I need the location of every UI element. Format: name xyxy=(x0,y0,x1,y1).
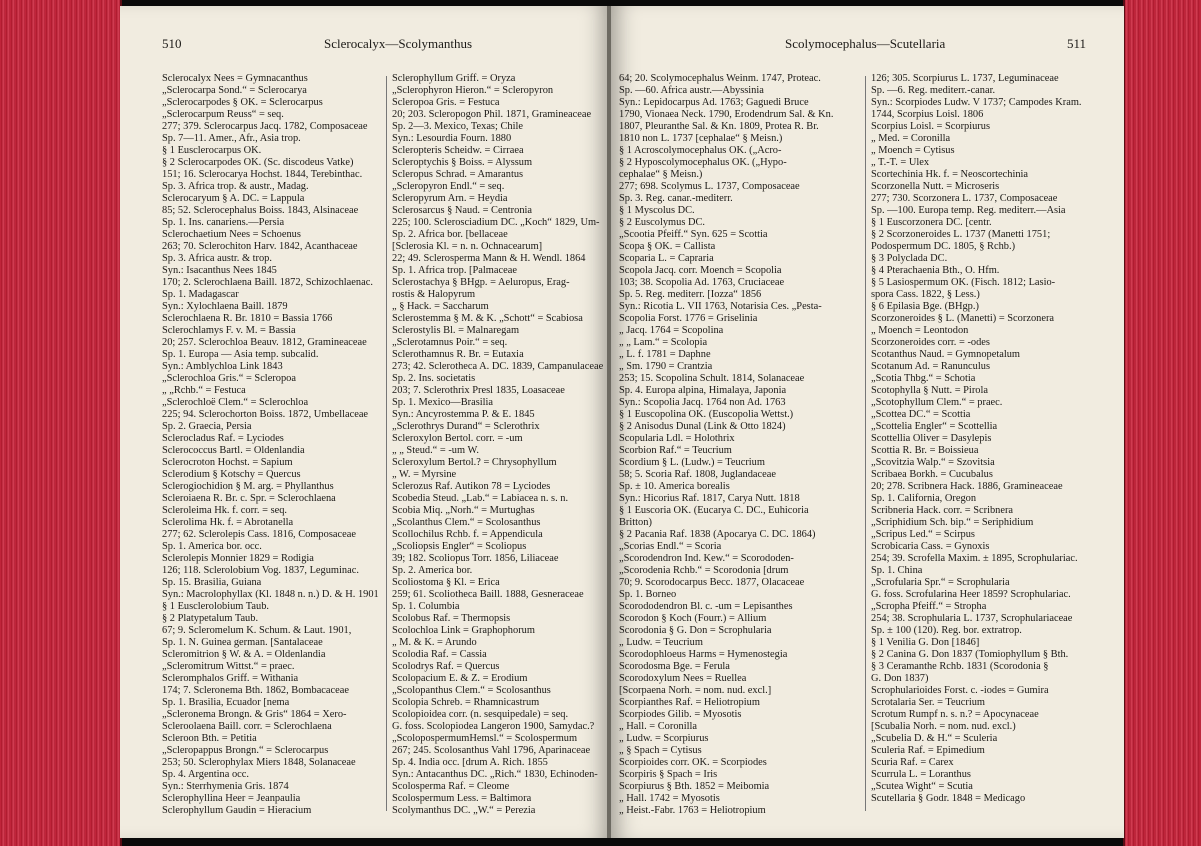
left-page-number: 510 xyxy=(162,36,182,51)
entry-line: Sp. 1. Madagascar xyxy=(162,289,239,300)
entry-line: Sp. 1. Borneo xyxy=(619,589,677,600)
entry-line: Syn.: Antacanthus DC. „Rich.“ 1830, Echinoden- xyxy=(392,769,598,780)
entry-line: 1810 non L. 1737 [cephalae“ § Meisn.) xyxy=(619,133,783,144)
entry-line: Scleroxylon Bertol. corr. = -um xyxy=(392,433,523,444)
entry-line: 259; 61. Scoliotheca Baill. 1888, Gesneraceae xyxy=(392,589,584,600)
entry-line: Sp. 7—11. Amer., Afr., Asia trop. xyxy=(162,133,301,144)
entry-line: Sp. ± 100 (120). Reg. bor. extratrop. xyxy=(871,625,1022,636)
entry-line: 267; 245. Scolosanthus Vahl 1796, Aparinaceae xyxy=(392,745,591,756)
entry-line: „ T.-T. = Ulex xyxy=(871,157,930,168)
entry-line: Scleropyrum Arn. = Heydia xyxy=(392,193,508,204)
entry-line: Sp. —6. Reg. mediterr.-canar. xyxy=(871,85,996,96)
entry-line: „Scootia Pfeiff.“ Syn. 625 = Scottia xyxy=(619,229,768,240)
entry-line: „Scleronema Brongn. & Gris“ 1864 = Xero- xyxy=(162,709,347,720)
entry-line: „Scotophyllum Clem.“ = praec. xyxy=(871,397,1003,408)
entry-line: Sp. ± 10. America borealis xyxy=(619,481,730,492)
entry-line: „ „ Lam.“ = Scolopia xyxy=(619,337,708,348)
entry-line: Scorpiodes Gilib. = Myosotis xyxy=(619,709,742,720)
entry-line: 277; 62. Sclerolepis Cass. 1816, Composaceae xyxy=(162,529,356,540)
entry-line: Sclerocladus Raf. = Lyciodes xyxy=(162,433,284,444)
entry-line: Sp. 2. Graecia, Persia xyxy=(162,421,252,432)
entry-line: Sp. 4. Argentina occ. xyxy=(162,769,249,780)
entry-line: rostis & Halopyrum xyxy=(392,289,476,300)
entry-line: „Sclerochloë Clem.“ = Sclerochloa xyxy=(162,397,309,408)
entry-line: § 1 Euscorzonera DC. [centr. xyxy=(871,217,992,228)
entry-line: Scolymanthus DC. „W.“ = Perezia xyxy=(392,805,536,816)
entry-line: Syn.: Lesourdia Fourn. 1880 xyxy=(392,133,512,144)
entry-line: „Scorodendron Ind. Kew.“ = Scorododen- xyxy=(619,553,794,564)
entry-line: Scutellaria § Godr. 1848 = Medicago xyxy=(871,793,1026,804)
left-page xyxy=(120,6,609,838)
entry-line: Sp. 1. Africa trop. [Palmaceae xyxy=(392,265,517,276)
entry-line: Sp. 3. Africa austr. & trop. xyxy=(162,253,272,264)
entry-line: G. Don 1837) xyxy=(871,673,929,684)
entry-line: § 2 Platypetalum Taub. xyxy=(162,613,259,624)
entry-line: § 1 Euscopolina OK. (Euscopolia Wettst.) xyxy=(619,409,794,420)
entry-line: Scorpiurus § Bth. 1852 = Meibomia xyxy=(619,781,770,792)
entry-line: [Sclerosia Kl. = n. n. Ochnacearum] xyxy=(392,241,543,252)
entry-line: „ Ludw. = Teucrium xyxy=(619,637,703,648)
entry-line: § 1 Acroscolymocephalus OK. („Acro- xyxy=(619,145,782,156)
entry-line: Scorododendron Bl. c. -um = Lepisanthes xyxy=(619,601,793,612)
entry-line: Scopolia Forst. 1776 = Griselinia xyxy=(619,313,758,324)
entry-line: Sclerochlamys F. v. M. = Bassia xyxy=(162,325,296,336)
entry-line: Scopola Jacq. corr. Moench = Scopolia xyxy=(619,265,782,276)
entry-line: Sclerophyllum Gaudin = Hieracium xyxy=(162,805,312,816)
entry-line: „Scropha Pfeiff.“ = Stropha xyxy=(871,601,987,612)
entry-line: Scrotalaria Ser. = Teucrium xyxy=(871,697,986,708)
entry-line: Sp. 5. Reg. mediterr. [Iozza“ 1856 xyxy=(619,289,762,300)
entry-line: Syn.: Hicorius Raf. 1817, Carya Nutt. 1818 xyxy=(619,493,800,504)
entry-line: Scleroleima Hk. f. corr. = seq. xyxy=(162,505,288,516)
entry-line: Sp. 1. N. Guinea german. [Santalaceae xyxy=(162,637,323,648)
entry-line: Scleroolaena Baill. corr. = Sclerochlaena xyxy=(162,721,332,732)
entry-line: Scotophylla § Nutt. = Pirola xyxy=(871,385,988,396)
book-edge-right xyxy=(1123,0,1201,846)
entry-line: 20; 278. Scribnera Hack. 1886, Gramineaceae xyxy=(871,481,1063,492)
entry-line: § 5 Lasiospermum OK. (Fisch. 1812; Lasio- xyxy=(871,277,1056,288)
entry-line: Sclerolepis Monnier 1829 = Rodigia xyxy=(162,553,314,564)
entry-line: „Sclerotamnus Poir.“ = seq. xyxy=(392,337,508,348)
entry-line: § 2 Euscolymus DC. xyxy=(619,217,706,228)
right-column-2 xyxy=(871,73,1121,805)
entry-line: „ § Hack. = Saccharum xyxy=(392,301,489,312)
entry-line: Scottellia Oliver = Dasylepis xyxy=(871,433,992,444)
entry-line: 253; 50. Sclerophylax Miers 1848, Solanaceae xyxy=(162,757,356,768)
entry-line: Scorpianthes Raf. = Heliotropium xyxy=(619,697,760,708)
entry-line: § 2 Sclerocarpodes OK. (Sc. discodeus Vatke) xyxy=(162,157,354,168)
entry-line: Sclerochlaena R. Br. 1810 = Bassia 1766 xyxy=(162,313,333,324)
entry-line: Sp. 1. Mexico—Brasilia xyxy=(392,397,494,408)
entry-line: Sclerostachya § BHgp. = Aeluropus, Erag- xyxy=(392,277,570,288)
entry-line: 253; 15. Scopolina Schult. 1814, Solanaceae xyxy=(619,373,805,384)
entry-line: Scorbion Raf.“ = Teucrium xyxy=(619,445,732,456)
right-running-header: Scolymocephalus—Scutellaria xyxy=(785,36,946,51)
entry-line: Sp. 4. India occ. [drum A. Rich. 1855 xyxy=(392,757,548,768)
entry-line: Sp. 1. Columbia xyxy=(392,601,460,612)
entry-line: „Scottea DC.“ = Scottia xyxy=(871,409,971,420)
entry-line: Sp. 2. Africa bor. [bellaceae xyxy=(392,229,508,240)
entry-line: § 3 Ceramanthe Rchb. 1831 (Scorodonia § xyxy=(871,661,1049,672)
entry-line: Scurrula L. = Loranthus xyxy=(871,769,971,780)
entry-line: 103; 38. Scopolia Ad. 1763, Cruciaceae xyxy=(619,277,785,288)
entry-line: § 3 Polyclada DC. xyxy=(871,253,948,264)
entry-line: Scotanum Ad. = Ranunculus xyxy=(871,361,990,372)
entry-line: cephalae“ § Meisn.) xyxy=(619,169,703,180)
entry-line: Scrotum Rumpf n. s. n.? = Apocynaceae xyxy=(871,709,1039,720)
entry-line: „Scripus Led.“ = Scirpus xyxy=(871,529,975,540)
entry-line: Scopularia Ldl. = Holothrix xyxy=(619,433,735,444)
entry-line: „ Ludw. = Scorpiurus xyxy=(619,733,709,744)
entry-line: Sclerothamnus R. Br. = Eutaxia xyxy=(392,349,524,360)
entry-line: 64; 20. Scolymocephalus Weinm. 1747, Proteac. xyxy=(619,73,821,84)
entry-line: Syn.: Ancyrostemma P. & E. 1845 xyxy=(392,409,535,420)
entry-line: 67; 9. Scleromelum K. Schum. & Laut. 1901, xyxy=(162,625,352,636)
entry-line: 277; 730. Scorzonera L. 1737, Composaceae xyxy=(871,193,1058,204)
entry-line: „ Moench = Cytisus xyxy=(871,145,955,156)
entry-line: 85; 52. Sclerocephalus Boiss. 1843, Alsinaceae xyxy=(162,205,359,216)
entry-line: Sp. 1. California, Oregon xyxy=(871,493,977,504)
entry-line: 273; 42. Sclerotheca A. DC. 1839, Campanulaceae xyxy=(392,361,604,372)
entry-line: Scorodophloeus Harms = Hymenostegia xyxy=(619,649,788,660)
entry-line: „ Moench = Leontodon xyxy=(871,325,969,336)
entry-line: [Scubalia Norh. = nom. nud. excl.) xyxy=(871,721,1016,732)
entry-line: § 1 Myscolus DC. xyxy=(619,205,695,216)
entry-line: § 6 Epilasia Bge. (BHgp.) xyxy=(871,301,979,312)
entry-line: „Sclerothrys Durand“ = Sclerothrix xyxy=(392,421,540,432)
entry-line: „Scotia Thbg.“ = Schotia xyxy=(871,373,976,384)
entry-line: [Scorpaena Norh. = nom. nud. excl.] xyxy=(619,685,772,696)
entry-line: „ M. & K. = Arundo xyxy=(392,637,477,648)
entry-line: Scopa § OK. = Callista xyxy=(619,241,716,252)
entry-line: Scobia Miq. „Norh.“ = Murtughas xyxy=(392,505,535,516)
entry-line: Scleroxylum Bertol.? = Chrysophyllum xyxy=(392,457,557,468)
entry-line: Scorodon § Koch (Fourr.) = Allium xyxy=(619,613,767,624)
entry-line: Britton) xyxy=(619,517,652,528)
entry-line: „Scorias Endl.“ = Scoria xyxy=(619,541,722,552)
entry-line: Sp. 1. America bor. occ. xyxy=(162,541,262,552)
entry-line: Syn.: Ricotia L. VII 1763, Notarisia Ces. „Pesta- xyxy=(619,301,822,312)
entry-line: Sp. 2. America bor. xyxy=(392,565,473,576)
entry-line: 1807, Pleuranthe Sal. & Kn. 1809, Protea R. Br. xyxy=(619,121,819,132)
entry-line: 70; 9. Scorodocarpus Becc. 1877, Olacaceae xyxy=(619,577,805,588)
entry-line: „Scleromitrum Wittst.“ = praec. xyxy=(162,661,295,672)
entry-line: 225; 94. Sclerochorton Boiss. 1872, Umbellaceae xyxy=(162,409,369,420)
entry-line: Sp. 4. Europa alpina, Himalaya, Japonia xyxy=(619,385,787,396)
entry-line: Scorpius Loisl. = Scorpiurus xyxy=(871,121,991,132)
entry-line: „Sclerocarpodes § OK. = Sclerocarpus xyxy=(162,97,323,108)
entry-line: „ „ Steud.“ = -um W. xyxy=(392,445,479,456)
entry-line: 263; 70. Sclerochiton Harv. 1842, Acanthaceae xyxy=(162,241,358,252)
entry-line: Scorodosma Bge. = Ferula xyxy=(619,661,730,672)
entry-line: Sclerostemma § M. & K. „Schott“ = Scabiosa xyxy=(392,313,583,324)
left-column-2 xyxy=(392,73,606,817)
entry-line: spora Cass. 1822, § Less.) xyxy=(871,289,980,300)
entry-line: 277; 698. Scolymus L. 1737, Composaceae xyxy=(619,181,800,192)
entry-line: Sclerolima Hk. f. = Abrotanella xyxy=(162,517,294,528)
entry-line: Scollochilus Rchb. f. = Appendicula xyxy=(392,529,543,540)
entry-line: Scorodoxylum Nees = Ruellea xyxy=(619,673,747,684)
entry-line: Sclerocaryum § A. DC. = Lappula xyxy=(162,193,305,204)
entry-line: § 2 Anisodus Dunal (Link & Otto 1824) xyxy=(619,421,786,432)
entry-line: 277; 379. Sclerocarpus Jacq. 1782, Composaceae xyxy=(162,121,368,132)
entry-line: „Scrofularia Spr.“ = Scrophularia xyxy=(871,577,1010,588)
left-running-header: Sclerocalyx—Scolymanthus xyxy=(324,36,473,51)
entry-line: Syn.: Isacanthus Nees 1845 xyxy=(162,265,277,276)
entry-line: Scottia R. Br. = Boissieua xyxy=(871,445,979,456)
entry-line: Sclerozus Raf. Autikon 78 = Lyciodes xyxy=(392,481,551,492)
entry-line: 225; 100. Sclerosciadium DC. „Koch“ 1829, Um- xyxy=(392,217,600,228)
entry-line: Sclerosarcus § Naud. = Centronia xyxy=(392,205,533,216)
entry-line: „ScolopospermumHemsl.“ = Scolospermum xyxy=(392,733,578,744)
entry-line: 58; 5. Scoria Raf. 1808, Juglandaceae xyxy=(619,469,776,480)
entry-line: § 1 Eusclerocarpus OK. xyxy=(162,145,262,156)
entry-line: Scorzoneroides § L. (Manetti) = Scorzonera xyxy=(871,313,1055,324)
entry-line: § 1 Venilia G. Don [1846] xyxy=(871,637,980,648)
entry-line: § 2 Hyposcolymocephalus OK. („Hypo- xyxy=(619,157,787,168)
entry-line: § 1 Euscoria OK. (Eucarya C. DC., Euhicoria xyxy=(619,505,809,516)
entry-line: § 2 Scorzoneroides L. 1737 (Manetti 1751; xyxy=(871,229,1051,240)
entry-line: Scolopacium E. & Z. = Erodium xyxy=(392,673,528,684)
entry-line: Scleroon Bth. = Petitia xyxy=(162,733,257,744)
entry-line: „Scoliopsis Engler“ = Scoliopus xyxy=(392,541,527,552)
entry-line: Sclerophyllina Heer = Jeanpaulia xyxy=(162,793,301,804)
entry-line: Scortechinia Hk. f. = Neoscortechinia xyxy=(871,169,1029,180)
entry-line: 126; 118. Sclerolobium Vog. 1837, Leguminac. xyxy=(162,565,359,576)
entry-line: „Scleropyron Endl.“ = seq. xyxy=(392,181,505,192)
entry-line: Syn.: Scopolia Jacq. 1764 non Ad. 1763 xyxy=(619,397,786,408)
entry-line: Sp. 15. Brasilia, Guiana xyxy=(162,577,262,588)
entry-line: Scolobus Raf. = Thermopsis xyxy=(392,613,511,624)
entry-line: „ § Spach = Cytisus xyxy=(619,745,702,756)
entry-line: Syn.: Sterrhymenia Gris. 1874 xyxy=(162,781,289,792)
entry-line: 254; 39. Scrofella Maxim. ± 1895, Scrophulariac. xyxy=(871,553,1078,564)
entry-line: „ L. f. 1781 = Daphne xyxy=(619,349,711,360)
entry-line: Sp. 1. Ins. canariens.—Persia xyxy=(162,217,285,228)
entry-line: 20; 203. Scleropogon Phil. 1871, Gramineaceae xyxy=(392,109,592,120)
entry-line: Podospermum DC. 1805, § Rchb.) xyxy=(871,241,1016,252)
entry-line: Scleroiaena R. Br. c. Spr. = Sclerochlaena xyxy=(162,493,336,504)
entry-line: Syn.: Amblychloa Link 1843 xyxy=(162,361,283,372)
entry-line: Syn.: Scorpiodes Ludw. V 1737; Campodes Kram. xyxy=(871,97,1082,108)
entry-line: 22; 49. Sclerosperma Mann & H. Wendl. 1864 xyxy=(392,253,586,264)
entry-line: Scotanthus Naud. = Gymnopetalum xyxy=(871,349,1021,360)
entry-line: Scolospermum Less. = Baltimora xyxy=(392,793,532,804)
entry-line: Sclerococcus Bartl. = Oldenlandia xyxy=(162,445,305,456)
entry-line: 170; 2. Sclerochlaena Baill. 1872, Schizochlaenac. xyxy=(162,277,373,288)
entry-line: „Scutea Wight“ = Scutia xyxy=(871,781,973,792)
entry-line: „ Hall. = Coronilla xyxy=(619,721,698,732)
entry-line: Scolopioidea corr. (n. sesquipedale) = seq. xyxy=(392,709,569,720)
entry-line: Scordium § L. (Ludw.) = Teucrium xyxy=(619,457,765,468)
entry-line: „Scleropappus Brongn.“ = Sclerocarpus xyxy=(162,745,329,756)
left-column-1 xyxy=(162,73,384,817)
entry-line: Scleromphalos Griff. = Withania xyxy=(162,673,299,684)
entry-line: § 4 Pterachaenia Bth., O. Hfm. xyxy=(871,265,1000,276)
entry-line: § 2 Canina G. Don 1837 (Tomiophyllum § Bth. xyxy=(871,649,1069,660)
entry-line: Scrophularioides Forst. c. -iodes = Gumira xyxy=(871,685,1049,696)
entry-line: „Sclerocarpum Reuss“ = seq. xyxy=(162,109,284,120)
left-column-divider xyxy=(386,76,387,811)
entry-line: 174; 7. Scleronema Bth. 1862, Bombacaceae xyxy=(162,685,349,696)
entry-line: Scorzonella Nutt. = Microseris xyxy=(871,181,1000,192)
entry-line: G. foss. Scolopiodea Langeron 1900, Samydac.? xyxy=(392,721,595,732)
entry-line: Sclerocalyx Nees = Gymnacanthus xyxy=(162,73,308,84)
entry-line: Scoparia L. = Capraria xyxy=(619,253,714,264)
entry-line: Sclerogiochidion § M. arg. = Phyllanthus xyxy=(162,481,334,492)
entry-line: Sclerodium § Kotschy = Quercus xyxy=(162,469,301,480)
entry-line: „Scubelia D. & H.“ = Sculeria xyxy=(871,733,998,744)
entry-line: „Scottelia Engler“ = Scottellia xyxy=(871,421,998,432)
entry-line: Scolopia Schreb. = Rhamnicastrum xyxy=(392,697,540,708)
entry-line: Scribaea Borkh. = Cucubalus xyxy=(871,469,993,480)
entry-line: Scleropus Schrad. = Amarantus xyxy=(392,169,524,180)
entry-line: Syn.: Macrolophyllax (Kl. 1848 n. n.) D. & H. 1901 xyxy=(162,589,379,600)
entry-line: „ „Rchb.“ = Festuca xyxy=(162,385,246,396)
entry-line: „ Sm. 1790 = Crantzia xyxy=(619,361,713,372)
entry-line: „Scorodenia Rchb.“ = Scorodonia [drum xyxy=(619,565,789,576)
right-column-divider xyxy=(865,76,866,811)
entry-line: Scorpiris § Spach = Iris xyxy=(619,769,718,780)
entry-line: „ Jacq. 1764 = Scopolina xyxy=(619,325,724,336)
entry-line: „Sclerocarpa Sond.“ = Sclerocarya xyxy=(162,85,307,96)
entry-line: „ W. = Myrsine xyxy=(392,469,457,480)
entry-line: Sclerochaetium Nees = Schoenus xyxy=(162,229,301,240)
entry-line: Sclerostylis Bl. = Malnaregam xyxy=(392,325,520,336)
entry-line: „Scriphidium Sch. bip.“ = Seriphidium xyxy=(871,517,1034,528)
entry-line: Sp. 1. China xyxy=(871,565,923,576)
entry-line: Scleropteris Scheidw. = Cirraea xyxy=(392,145,524,156)
entry-line: „Sclerochloa Gris.“ = Scleropoa xyxy=(162,373,296,384)
entry-line: Scolochloa Link = Graphophorum xyxy=(392,625,535,636)
entry-line: „Scovitzia Walp.“ = Szovitsia xyxy=(871,457,995,468)
entry-line: G. foss. Scrofularina Heer 1859? Scrophulariac. xyxy=(871,589,1071,600)
entry-line: Sp. 2. Ins. societatis xyxy=(392,373,476,384)
entry-line: Syn.: Xylochlaena Baill. 1879 xyxy=(162,301,288,312)
right-page xyxy=(611,6,1124,838)
entry-line: „Scolanthus Clem.“ = Scolosanthus xyxy=(392,517,541,528)
entry-line: Syn.: Lepidocarpus Ad. 1763; Gaguedi Bruce xyxy=(619,97,809,108)
entry-line: 126; 305. Scorpiurus L. 1737, Leguminaceae xyxy=(871,73,1059,84)
entry-line: Scolodia Raf. = Cassia xyxy=(392,649,487,660)
entry-line: § 2 Pacania Raf. 1838 (Apocarya C. DC. 1864) xyxy=(619,529,816,540)
entry-line: Sp. 1. Europa — Asia temp. subcalid. xyxy=(162,349,319,360)
entry-line: Scrobicaria Cass. = Gynoxis xyxy=(871,541,990,552)
entry-line: § 1 Eusclerolobium Taub. xyxy=(162,601,270,612)
entry-line: Sculeria Raf. = Epimedium xyxy=(871,745,985,756)
entry-line: 1744, Scorpius Loisl. 1806 xyxy=(871,109,984,120)
entry-line: Scribneria Hack. corr. = Scribnera xyxy=(871,505,1014,516)
entry-line: Sclerophyllum Griff. = Oryza xyxy=(392,73,516,84)
entry-line: 151; 16. Sclerocarya Hochst. 1844, Terebinthac. xyxy=(162,169,363,180)
entry-line: Scuria Raf. = Carex xyxy=(871,757,954,768)
entry-line: Sp. —100. Europa temp. Reg. mediterr.—Asia xyxy=(871,205,1066,216)
entry-line: „Sclerophyron Hieron.“ = Scleropyron xyxy=(392,85,554,96)
entry-line: Scleromitrion § W. & A. = Oldenlandia xyxy=(162,649,326,660)
entry-line: „ Hall. 1742 = Myosotis xyxy=(619,793,720,804)
right-column-1 xyxy=(619,73,861,817)
entry-line: 1790, Vionaea Neck. 1790, Erodendrum Sal. & Kn. xyxy=(619,109,834,120)
entry-line: 20; 257. Sclerochloa Beauv. 1812, Gramineaceae xyxy=(162,337,367,348)
entry-line: Scolodrys Raf. = Quercus xyxy=(392,661,500,672)
entry-line: Scorpioides corr. OK. = Scorpiodes xyxy=(619,757,767,768)
entry-line: „Scolopanthus Clem.“ = Scolosanthus xyxy=(392,685,551,696)
right-page-number: 511 xyxy=(1067,36,1087,51)
entry-line: Sp. 1. Brasilia, Ecuador [nema xyxy=(162,697,290,708)
entry-line: 203; 7. Sclerothrix Presl 1835, Loasaceae xyxy=(392,385,565,396)
entry-line: „ Heist.-Fabr. 1763 = Heliotropium xyxy=(619,805,766,816)
entry-line: Scleroptychis § Boiss. = Alyssum xyxy=(392,157,533,168)
entry-line: Sp. 3. Reg. canar.-mediterr. xyxy=(619,193,733,204)
entry-line: Scleropoa Gris. = Festuca xyxy=(392,97,500,108)
entry-line: Scoliostoma § Kl. = Erica xyxy=(392,577,500,588)
book-edge-left xyxy=(0,0,122,846)
entry-line: Sp. 3. Africa trop. & austr., Madag. xyxy=(162,181,309,192)
entry-line: „ Med. = Coronilla xyxy=(871,133,951,144)
entry-line: 39; 182. Scoliopus Torr. 1856, Liliaceae xyxy=(392,553,559,564)
entry-line: 254; 38. Scrophularia L. 1737, Scrophulariaceae xyxy=(871,613,1073,624)
entry-line: Sp. 2—3. Mexico, Texas; Chile xyxy=(392,121,523,132)
entry-line: Scolospermа Raf. = Cleome xyxy=(392,781,510,792)
entry-line: Sp. —60. Africa austr.—Abyssinia xyxy=(619,85,764,96)
entry-line: Scobedia Steud. „Lab.“ = Labiacea n. s. n. xyxy=(392,493,569,504)
entry-line: Sclerocroton Hochst. = Sapium xyxy=(162,457,293,468)
entry-line: Scorodonia § G. Don = Scrophularia xyxy=(619,625,772,636)
entry-line: Scorzoneroides corr. = -odes xyxy=(871,337,990,348)
